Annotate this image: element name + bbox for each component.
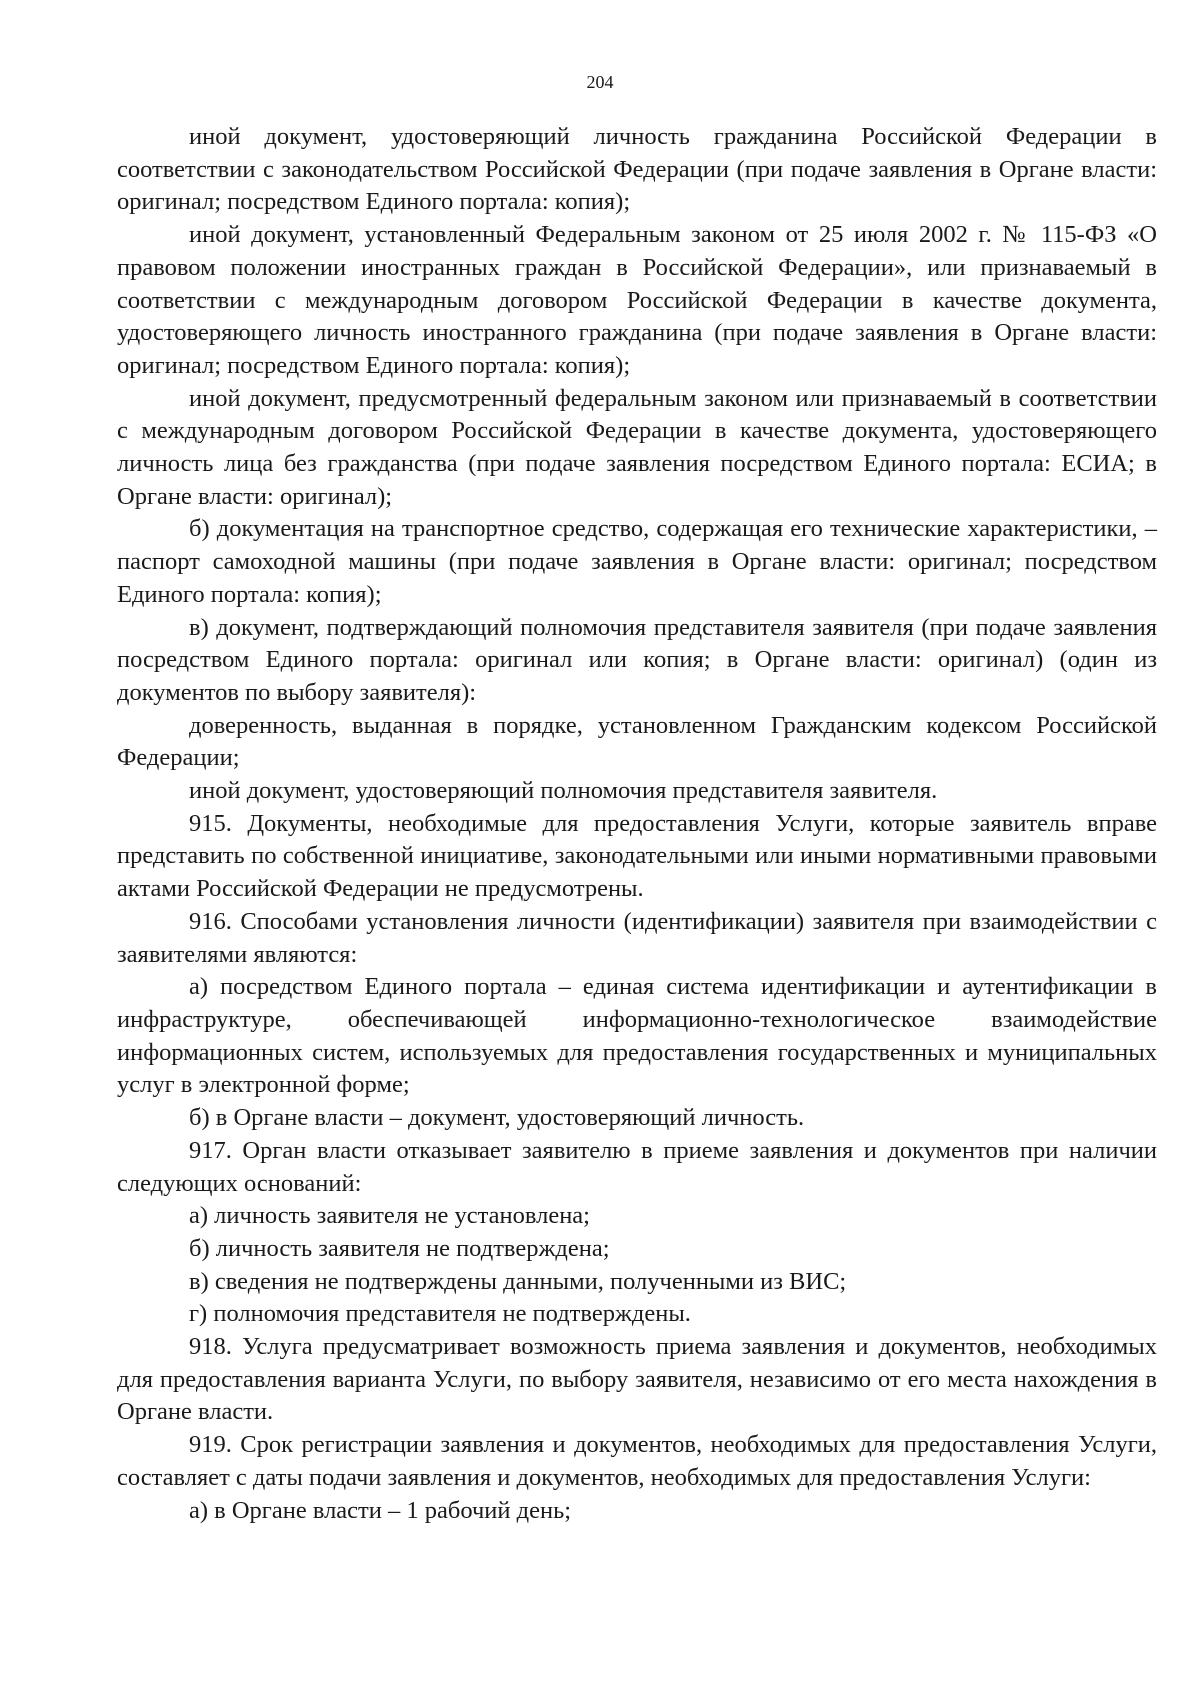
paragraph-citizen-id-doc: иной документ, удостоверяющий личность гражданина Российской Федерации в соответствии с законодательством Российской Федерации (при подаче заявления в Органе власти: оригинал; посредством Единого портала: копия); [117, 123, 1157, 216]
paragraph-917-b: б) личность заявителя не подтверждена; [189, 1234, 610, 1262]
paragraph-917-a: а) личность заявителя не установлена; [189, 1202, 590, 1230]
paragraph-power-of-attorney: доверенность, выданная в порядке, установленном Гражданским кодексом Российской Федерации; [117, 711, 1157, 772]
paragraph-stateless-person-doc: иной документ, предусмотренный федеральным законом или признаваемый в соответствии с международным договором Российской Федерации в качестве документа, удостоверяющего личность лица без гражданства (при подаче заявления посредством Единого портала: ЕСИА; в Органе власти: оригинал); [117, 384, 1157, 510]
paragraph-916: 916. Способами установления личности (идентификации) заявителя при взаимодействии с заявителями являются: [117, 907, 1157, 968]
paragraph-vehicle-documentation: б) документация на транспортное средство, содержащая его технические характеристики, – паспорт самоходной машины (при подаче заявления в Органе власти: оригинал; посредством Единого портала: копия); [117, 515, 1157, 608]
paragraph-foreign-citizen-doc: иной документ, установленный Федеральным законом от 25 июля 2002 г. № 115-ФЗ «О правовом положении иностранных граждан в Российской Федерации», или признаваемый в соответствии с международным договором Российской Федерации в качестве документа, удостоверяющего личность иностранного гражданина (при подаче заявления в Органе власти: оригинал; посредством Единого портала: копия); [117, 221, 1157, 379]
document-body [117, 121, 1157, 1527]
paragraph-917: 917. Орган власти отказывает заявителю в приеме заявления и документов при наличии следующих оснований: [117, 1136, 1157, 1197]
paragraph-917-g: г) полномочия представителя не подтверждены. [189, 1300, 691, 1328]
paragraph-916-a: а) посредством Единого портала – единая система идентификации и аутентификации в инфраструктуре, обеспечивающей информационно-технологическое взаимодействие информационных систем, используемых для предоставления государственных и муниципальных услуг в электронной форме; [117, 973, 1157, 1099]
paragraph-other-authority-doc: иной документ, удостоверяющий полномочия представителя заявителя. [189, 777, 938, 805]
paragraph-917-v: в) сведения не подтверждены данными, полученными из ВИС; [189, 1267, 847, 1295]
paragraph-representative-authority: в) документ, подтверждающий полномочия представителя заявителя (при подаче заявления посредством Единого портала: оригинал или копия; в Органе власти: оригинал) (один из документов по выбору заявителя): [117, 613, 1157, 706]
paragraph-918: 918. Услуга предусматривает возможность приема заявления и документов, необходимых для предоставления варианта Услуги, по выбору заявителя, независимо от его места нахождения в Органе власти. [117, 1333, 1157, 1426]
paragraph-919: 919. Срок регистрации заявления и документов, необходимых для предоставления Услуги, составляет с даты подачи заявления и документов, необходимых для предоставления Услуги: [117, 1431, 1157, 1491]
paragraph-915: 915. Документы, необходимые для предоставления Услуги, которые заявитель вправе представить по собственной инициативе, законодательными или иными нормативными правовыми актами Российской Федерации не предусмотрены. [117, 809, 1157, 903]
paragraph-916-b: б) в Органе власти – документ, удостоверяющий личность. [189, 1104, 805, 1132]
paragraph-919-a: а) в Органе власти – 1 рабочий день; [189, 1496, 572, 1524]
page-number: 204 [586, 72, 614, 92]
